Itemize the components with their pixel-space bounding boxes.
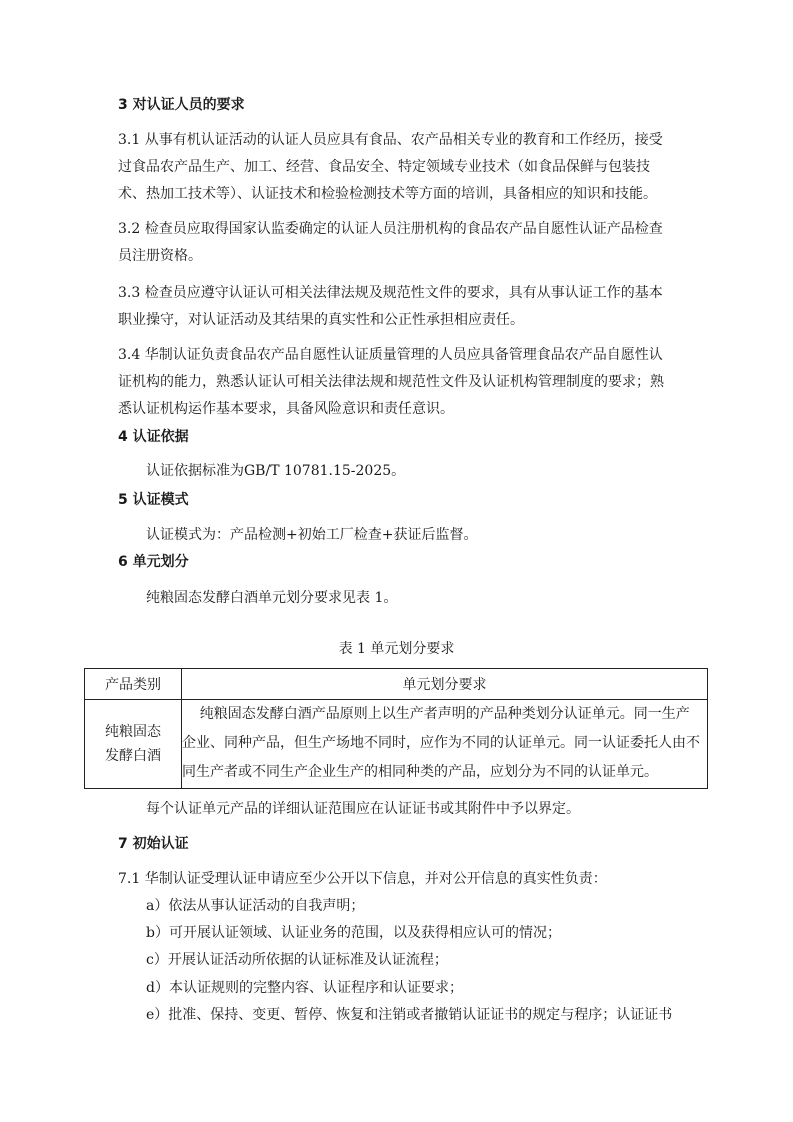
section-7-heading: 7 初始认证 xyxy=(118,836,189,852)
section-3-3-line-2: 职业操守，对认证活动及其结果的真实性和公正性承担相应责任。 xyxy=(118,312,524,328)
section-3-4-line-3: 悉认证机构运作基本要求，具备风险意识和责任意识。 xyxy=(118,401,454,417)
list-item: c）开展认证活动所依据的认证标准及认证流程； xyxy=(146,952,448,968)
section-7-1-body: 7.1 华制认证受理认证申请应至少公开以下信息，并对公开信息的真实性负责： xyxy=(118,871,607,887)
category-cell xyxy=(85,700,182,789)
section-3-heading: 3 对认证人员的要求 xyxy=(118,97,245,113)
after-table-note: 每个认证单元产品的详细认证范围应在认证证书或其附件中予以界定。 xyxy=(146,801,580,817)
table-header-row xyxy=(85,669,708,700)
header-product-category: 产品类别 xyxy=(85,669,182,700)
list-item: b）可开展认证领域、认证业务的范围，以及获得相应认可的情况； xyxy=(146,925,561,941)
list-item: e）批准、保持、变更、暂停、恢复和注销或者撤销认证证书的规定与程序；认证证书 xyxy=(146,1007,673,1023)
section-3-2-line-2: 员注册资格。 xyxy=(118,248,202,264)
section-3-1-line-1: 3.1 从事有机认证活动的认证人员应具有食品、农产品相关专业的教育和工作经历，接受 xyxy=(118,132,663,148)
requirement-cell xyxy=(182,700,708,789)
table-row xyxy=(85,700,708,789)
header-unit-requirement: 单元划分要求 xyxy=(182,669,708,700)
section-3-4-line-2: 证机构的能力，熟悉认证认可相关法律法规和规范性文件及认证机构管理制度的要求；熟 xyxy=(118,374,664,390)
section-3-4-line-1: 3.4 华制认证负责食品农产品自愿性认证质量管理的人员应具备管理食品农产品自愿性认 xyxy=(118,347,663,363)
requirement-line-3: 同生产者或不同生产企业生产的相同种类的产品，应划分为不同的认证单元。 xyxy=(182,764,658,780)
list-item: d）本认证规则的完整内容、认证程序和认证要求； xyxy=(146,980,463,996)
table-caption: 表 1 单元划分要求 xyxy=(338,641,455,657)
section-6-heading: 6 单元划分 xyxy=(118,554,189,570)
section-3-1-line-3: 术、热加工技术等）、认证技术和检验检测技术等方面的培训，具备相应的知识和技能。 xyxy=(118,186,657,202)
section-3-3-line-1: 3.3 检查员应遵守认证认可相关法律法规及规范性文件的要求，具有从事认证工作的基本 xyxy=(118,285,663,301)
requirement-line-2: 企业、同种产品，但生产场地不同时，应作为不同的认证单元。同一认证委托人由不 xyxy=(182,735,700,751)
category-line-1: 纯粮固态 xyxy=(105,724,161,740)
section-4-heading: 4 认证依据 xyxy=(118,429,189,445)
requirement-line-1: 纯粮固态发酵白酒产品原则上以生产者声明的产品种类划分认证单元。同一生产 xyxy=(182,706,690,722)
section-3-1-line-2: 过食品农产品生产、加工、经营、食品安全、特定领域专业技术（如食品保鲜与包装技 xyxy=(118,159,650,175)
category-line-2: 发酵白酒 xyxy=(105,748,161,764)
section-5-heading: 5 认证模式 xyxy=(118,492,189,508)
section-3-2-line-1: 3.2 检查员应取得国家认监委确定的认证人员注册机构的食品农产品自愿性认证产品检查 xyxy=(118,221,663,237)
unit-division-table xyxy=(84,668,708,789)
section-6-body: 纯粮固态发酵白酒单元划分要求见表 1。 xyxy=(146,590,398,606)
list-item: a）依法从事认证活动的自我声明； xyxy=(146,898,365,914)
section-4-body: 认证依据标准为GB/T 10781.15-2025。 xyxy=(146,463,406,479)
section-5-body: 认证模式为：产品检测+初始工厂检查+获证后监督。 xyxy=(146,527,478,543)
